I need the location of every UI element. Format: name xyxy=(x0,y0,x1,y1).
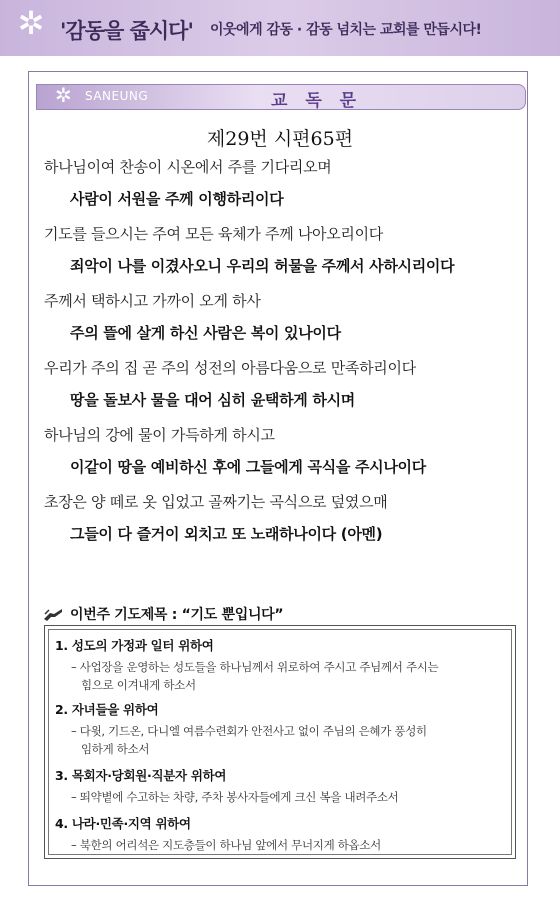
prayer-item-title: 1. 성도의 가정과 일터 위하여 xyxy=(55,638,214,653)
section-title: 교 독 문 xyxy=(271,91,363,111)
psalm-title: 제29번 시편65편 xyxy=(206,128,354,150)
prayer-heading-text: 이번주 기도제목 : “기도 뿐입니다” xyxy=(70,607,284,623)
responsive-reading xyxy=(0,156,560,558)
people-line: 사람이 서원을 주께 이행하리이다 xyxy=(70,190,284,208)
list-item xyxy=(55,700,505,758)
prayer-item-desc: – 북한의 어리석은 지도층들이 하나님 앞에서 무너지게 하옵소서 xyxy=(71,838,381,852)
leader-line: 기도를 들으시는 주여 모든 육체가 주께 나아오리이다 xyxy=(44,225,383,243)
leader-line: 우리가 주의 집 곧 주의 성전의 아름다움으로 만족하리이다 xyxy=(44,359,416,377)
reading-pair xyxy=(0,357,560,424)
prayer-item-desc: – 사업장을 운영하는 성도들을 하나님께서 위로하여 주시고 주님께서 주시는 힘으로 이겨내게 하소서 xyxy=(71,660,439,692)
people-line: 주의 뜰에 살게 하신 사람은 복이 있나이다 xyxy=(70,324,341,342)
banner-subtitle: 이웃에게 감동 · 감동 넘치는 교회를 만듭시다! xyxy=(210,22,482,38)
list-item xyxy=(55,636,505,694)
reading-pair xyxy=(0,424,560,491)
list-item xyxy=(55,814,505,854)
reading-pair xyxy=(0,223,560,290)
prayer-heading xyxy=(42,603,283,625)
flower-icon: ✲ xyxy=(55,83,72,107)
reading-pair xyxy=(0,156,560,223)
top-banner xyxy=(0,0,560,56)
prayer-item-title: 3. 목회자·당회원·직분자 위하여 xyxy=(55,768,227,783)
prayer-item-desc: – 다윗, 기드온, 다니엘 여름수련회가 안전사고 없이 주님의 은혜가 풍성히 임하게 하소서 xyxy=(71,724,427,756)
banner-slogan: '감동을 줍시다' xyxy=(60,19,193,43)
leader-line: 하나님이여 찬송이 시온에서 주를 기다리오며 xyxy=(44,158,332,176)
people-line: 그들이 다 즐거이 외치고 또 노래하나이다 (아멘) xyxy=(70,525,383,543)
people-line: 죄악이 나를 이겼사오니 우리의 허물을 주께서 사하시리이다 xyxy=(70,257,455,275)
leader-line: 초장은 양 떼로 옷 입었고 골짜기는 곡식으로 덮였으매 xyxy=(44,493,388,511)
praying-hands-icon xyxy=(42,605,64,623)
section-header xyxy=(36,84,526,110)
people-line: 땅을 돌보사 물을 대어 심히 윤택하게 하시며 xyxy=(70,391,355,409)
prayer-item-desc: – 뙤약볕에 수고하는 차량, 주차 봉사자들에게 크신 복을 내려주소서 xyxy=(71,790,399,804)
people-line: 이같이 땅을 예비하신 후에 그들에게 곡식을 주시나이다 xyxy=(70,458,426,476)
reading-pair xyxy=(0,491,560,558)
leader-line: 주께서 택하시고 가까이 오게 하사 xyxy=(44,292,261,310)
reading-pair xyxy=(0,290,560,357)
brand-label: SANEUNG xyxy=(85,89,149,103)
list-item xyxy=(55,766,505,806)
flower-icon: ✲ xyxy=(17,4,45,42)
prayer-item-title: 2. 자녀들을 위하여 xyxy=(55,702,159,717)
prayer-list xyxy=(44,625,516,859)
leader-line: 하나님의 강에 물이 가득하게 하시고 xyxy=(44,426,275,444)
prayer-item-title: 4. 나라·민족·지역 위하여 xyxy=(55,816,191,831)
